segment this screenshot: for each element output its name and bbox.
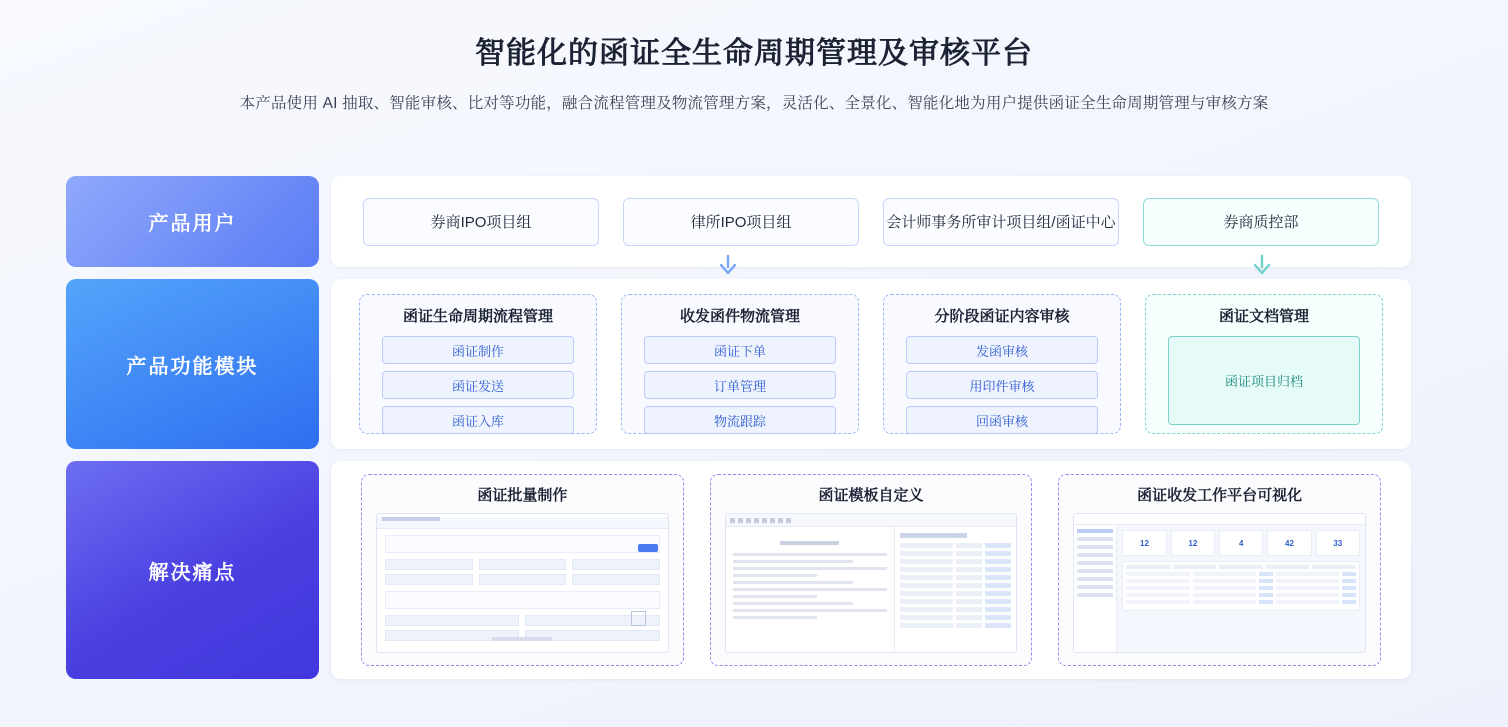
row-label-function-modules: 产品功能模块 <box>66 279 319 449</box>
preview-metric-4: 42 <box>1267 530 1311 556</box>
form-screenshot-preview <box>376 513 669 653</box>
module-card-1-item-2[interactable]: 函证发送 <box>382 371 574 399</box>
module-card-2-item-2[interactable]: 订单管理 <box>644 371 836 399</box>
page-subtitle: 本产品使用 AI 抽取、智能审核、比对等功能，融合流程管理及物流管理方案，灵活化、全景化、智能化地为用户提供函证全生命周期管理与审核方案 <box>239 95 1269 112</box>
row-label-pain-points: 解决痛点 <box>66 461 319 679</box>
pain-card-1 <box>361 474 684 666</box>
module-card-3-item-2[interactable]: 用印件审核 <box>906 371 1098 399</box>
module-card-4 <box>1145 294 1383 434</box>
user-chip-1[interactable]: 券商IPO项目组 <box>363 198 599 246</box>
preview-metric-3: 4 <box>1219 530 1263 556</box>
module-card-1-title: 函证生命周期流程管理 <box>402 308 553 325</box>
module-card-3-title: 分阶段函证内容审核 <box>934 308 1070 325</box>
row-pain-points <box>66 461 1411 679</box>
pain-card-2 <box>710 474 1033 666</box>
user-chip-4[interactable]: 券商质控部 <box>1143 198 1379 246</box>
row-body-function-modules <box>331 279 1411 449</box>
module-card-4-item-1[interactable]: 函证项目归档 <box>1168 336 1360 425</box>
module-card-2-item-3[interactable]: 物流跟踪 <box>644 406 836 434</box>
row-label-product-users: 产品用户 <box>66 176 319 267</box>
pain-card-3 <box>1058 474 1381 666</box>
pain-card-2-title: 函证模板自定义 <box>818 487 924 504</box>
preview-metric-1: 12 <box>1122 530 1166 556</box>
diagram-board <box>66 176 1411 679</box>
preview-metric-5: 33 <box>1316 530 1360 556</box>
module-card-3 <box>883 294 1121 434</box>
preview-stamp-icon <box>631 611 646 626</box>
row-body-pain-points <box>331 461 1411 679</box>
module-card-2 <box>621 294 859 434</box>
module-card-3-item-1[interactable]: 发函审核 <box>906 336 1098 364</box>
module-card-1-item-3[interactable]: 函证入库 <box>382 406 574 434</box>
row-body-product-users <box>331 176 1411 267</box>
row-product-users <box>66 176 1411 267</box>
pain-card-1-title: 函证批量制作 <box>477 487 568 504</box>
module-card-1 <box>359 294 597 434</box>
page-header <box>0 0 1508 113</box>
pain-card-3-title: 函证收发工作平台可视化 <box>1137 487 1303 504</box>
user-chip-2[interactable]: 律所IPO项目组 <box>623 198 859 246</box>
dashboard-screenshot-preview <box>1073 513 1366 653</box>
editor-screenshot-preview <box>725 513 1018 653</box>
module-card-2-title: 收发函件物流管理 <box>679 308 800 325</box>
row-function-modules <box>66 279 1411 449</box>
module-card-3-item-3[interactable]: 回函审核 <box>906 406 1098 434</box>
module-card-2-item-1[interactable]: 函证下单 <box>644 336 836 364</box>
module-card-4-title: 函证文档管理 <box>1218 308 1309 325</box>
page-title: 智能化的函证全生命周期管理及审核平台 <box>475 37 1033 70</box>
preview-metric-2: 12 <box>1171 530 1215 556</box>
user-chip-3[interactable]: 会计师事务所审计项目组/函证中心 <box>883 198 1119 246</box>
preview-primary-button <box>638 544 658 552</box>
module-card-1-item-1[interactable]: 函证制作 <box>382 336 574 364</box>
